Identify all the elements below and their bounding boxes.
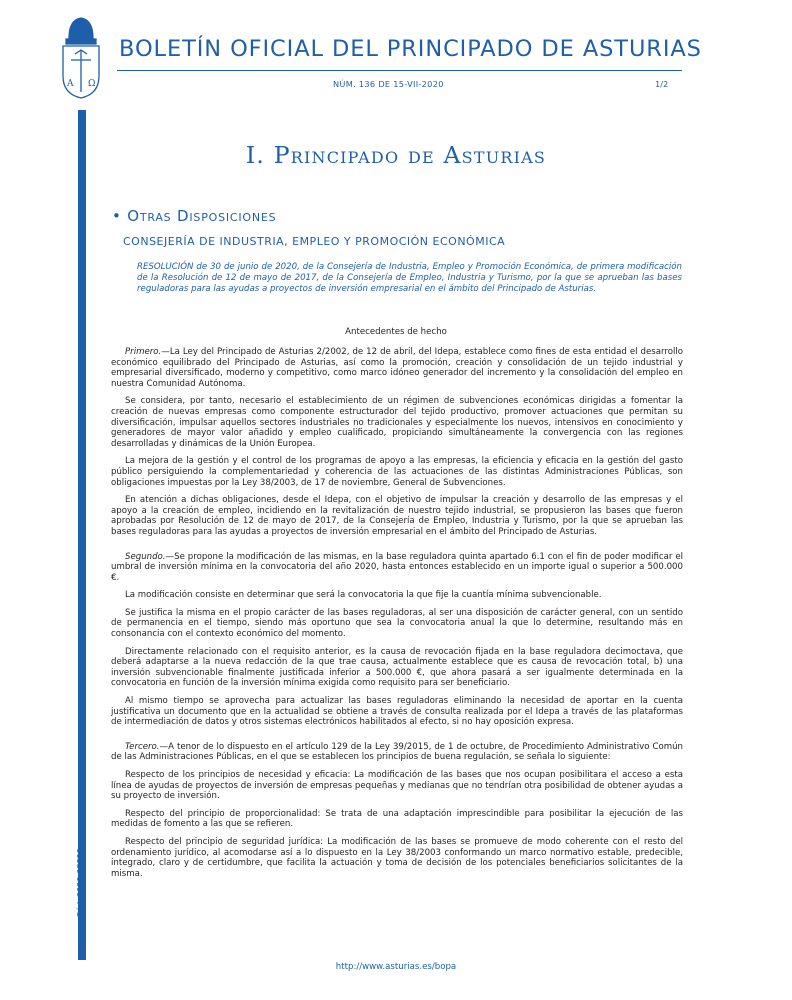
issue-number: NÚM. 136 DE 15-VII-2020 bbox=[333, 79, 444, 89]
paragraph-lead: Segundo. bbox=[125, 551, 166, 562]
paragraph: Se justifica la misma en el propio carácter de las bases reguladoras, al ser una disposición de carácter general, con un sentido de permanencia en el tiempo, siendo más oportuno que sea la convocatoria anual la que lo determine, resultando más en consonancia con el contexto económico del momento. bbox=[111, 607, 683, 640]
resolution-summary: RESOLUCIÓN de 30 de junio de 2020, de la Consejería de Industria, Empleo y Promoción Económica, de primera modificación de la Resolución de 12 de mayo de 2017, de la Consejería de Empleo, Industria y Turismo, por la que se aprueban las bases reguladoras para las ayudas a proyectos de inversión empresarial en el ámbito del Principado de Asturias. bbox=[137, 262, 682, 294]
paragraph-text: —A tenor de lo dispuesto en el artículo 129 de la Ley 39/2015, de 1 de octubre, de Procedimiento Administrativo Común de las Administraciones Públicas, en el que se establecen los principios de buena regulación, se señala lo siguiente: bbox=[111, 741, 683, 763]
svg-text:Ω: Ω bbox=[88, 79, 96, 89]
paragraph: La mejora de la gestión y el control de los programas de apoyo a las empresas, la eficiencia y eficacia en la gestión del gasto público persiguiendo la complementariedad y coherencia de las actuaciones de las distintas Administraciones Públicas, son obligaciones impuestas por la Ley 38/2003, de 17 de noviembre, General de Subvenciones. bbox=[111, 456, 683, 488]
subsection-title: • Otras Disposiciones bbox=[112, 207, 277, 225]
section-title: I. Principado de Asturias bbox=[245, 141, 547, 169]
paragraph: Respecto del principio de seguridad jurídica: La modificación de las bases se promueve de modo coherente con el resto del ordenamiento jurídico, al acomodarse así a lo dispuesto en la Ley 38/2003 conformando un marco normativo estable, predecible, integrado, claro y de certidumbre, que facilita la actuación y toma de decisión de los potenciales beneficiarios solicitantes de la misma. bbox=[111, 836, 683, 879]
paragraph: Respecto de los principios de necesidad y eficacia: La modificación de las bases que nos ocupan posibilitara el acceso a esta línea de ayudas de proyectos de inversión de empresas pequeñas y medianas que no tendrían otra posibilidad de obtener ayudas a su proyecto de inversión. bbox=[111, 770, 683, 802]
header-divider bbox=[117, 70, 682, 71]
page-number: 1/2 bbox=[655, 79, 669, 89]
body-text bbox=[111, 347, 683, 886]
paragraph-lead: Tercero. bbox=[125, 741, 160, 752]
bulletin-title: BOLETÍN OFICIAL DEL PRINCIPADO DE ASTURIAS bbox=[119, 36, 702, 62]
antecedents-heading: Antecedentes de hecho bbox=[345, 327, 447, 337]
paragraph: La modificación consiste en determinar que será la convocatoria la que fije la cuantía mínima subvencionable. bbox=[125, 590, 602, 601]
paragraph bbox=[111, 347, 683, 389]
paragraph-text: —Se propone la modificación de las mismas, en la base reguladora quinta apartado 6.1 con el fin de poder modificar el umbral de inversión mínima en la convocatoria del año 2020, hasta entonces establecido en un importe igual o superior a 500.000 €. bbox=[111, 551, 683, 583]
document-code: Cód. 2020-05398 bbox=[76, 848, 85, 918]
paragraph bbox=[111, 552, 683, 584]
svg-text:A: A bbox=[67, 79, 74, 89]
paragraph: En atención a dichas obligaciones, desde el Idepa, con el objetivo de impulsar la creación y desarrollo de las empresas y el apoyo a la creación de empleo, incidiendo en la revitalización de nuestro tejido industrial, se propusieron las bases que fueron aprobadas por Resolución de 12 de mayo de 2017, de la Consejería de Empleo, Industria y Turismo, por la que se aprueban las bases reguladoras para las ayudas a proyectos de inversión empresarial en el ámbito del Principado de Asturias. bbox=[111, 495, 683, 537]
paragraph: Se considera, por tanto, necesario el establecimiento de un régimen de subvenciones económicas dirigidas a fomentar la creación de nuevas empresas como componente estructurador del tejido productivo, promover actuaciones que permitan su diversificación, impulsar aquellos sectores industriales no tradicionales y especialmente los nuevos, intensivos en conocimiento y generadores de mayor valor añadido y empleo cualificado, propiciando simultáneamente la convergencia con las regiones desarrolladas y dinámicas de la Unión Europea. bbox=[111, 396, 683, 449]
paragraph-text: —La Ley del Principado de Asturias 2/2002, de 12 de abril, del Idepa, establece como fines de esta entidad el desarrollo económico equilibrado del Principado de Asturias, así como la promoción, creación y consolidación de un tejido industrial y empresarial diversificado, moderno y competitivo, como marco idóneo generador del incremento y la consolidación del empleo en nuestra Comunidad Autónoma. bbox=[111, 347, 683, 389]
side-bar bbox=[78, 110, 86, 960]
paragraph: Directamente relacionado con el requisito anterior, es la causa de revocación fijada en la base reguladora decimoctava, que deberá adaptarse a la nueva redacción de la que trae causa, actualmente establece que es causa de revocación total, b) una inversión subvencionable finalmente justificada inferior a 500.000 €, que ahora pasará a ser igualmente determinada en la convocatoria en función de la inversión mínima exigida como requisito para ser beneficiario. bbox=[111, 646, 683, 689]
department-name: CONSEJERÍA DE INDUSTRIA, EMPLEO Y PROMOCIÓN ECONÓMICA bbox=[123, 235, 506, 248]
paragraph-lead: Primero. bbox=[125, 347, 162, 357]
paragraph: Respecto del principio de proporcionalidad: Se trata de una adaptación imprescindible para posibilitar la ejecución de las medidas de fomento a las que se refieren. bbox=[111, 808, 683, 830]
paragraph: Al mismo tiempo se aprovecha para actualizar las bases reguladoras eliminando la necesidad de aportar en la cuenta justificativa un documento que en la actualidad se obtiene a través de consulta realizada por el Idepa a través de las plataformas de intermediación de datos y otros sistemas electrónicos habilitados al efecto, si no hay oposición expresa. bbox=[111, 696, 683, 728]
asturias-coat-of-arms-icon bbox=[55, 14, 107, 100]
paragraph bbox=[111, 742, 683, 763]
footer-url-link[interactable]: http://www.asturias.es/bopa bbox=[335, 962, 457, 972]
